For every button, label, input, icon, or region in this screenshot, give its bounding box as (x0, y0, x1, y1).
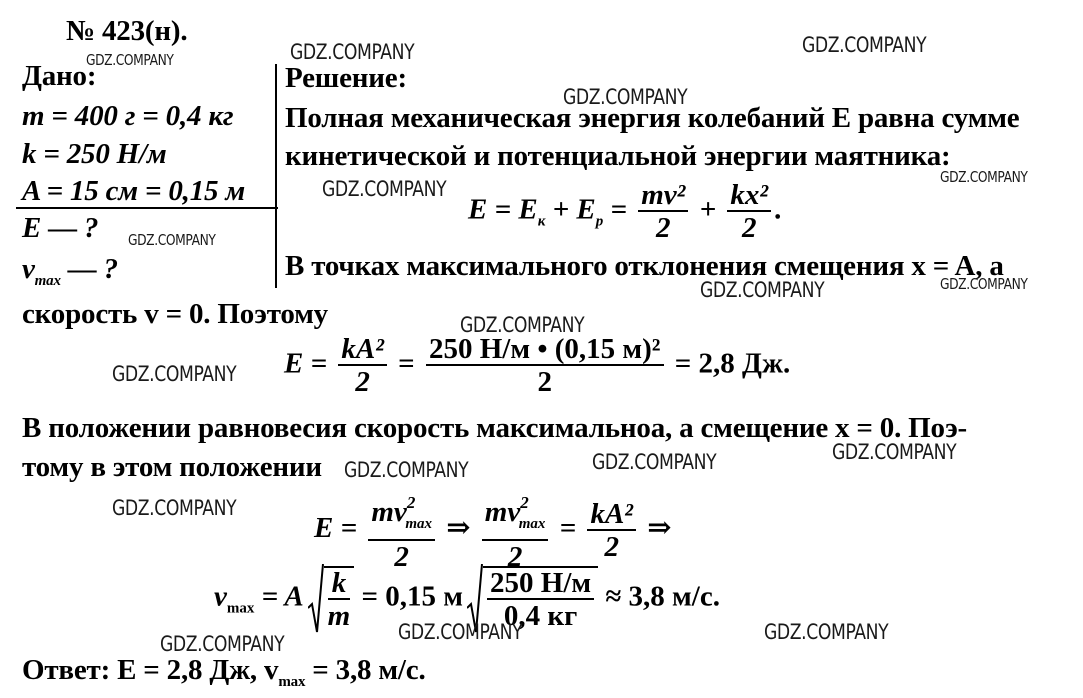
watermark: GDZ.COMPANY (940, 168, 1028, 186)
watermark: GDZ.COMPANY (398, 620, 523, 644)
watermark: GDZ.COMPANY (592, 450, 717, 474)
formula-equilibrium: E = $\frac{mv^2_{max}}{2}$ ⇒ $\frac{mv^2_{max}}{2}$ = $\frac{\text{kA²}}{2}$ ⇒ (314, 488, 672, 573)
sqrt-sign-icon (308, 564, 324, 634)
watermark: GDZ.COMPANY (160, 632, 285, 656)
watermark: GDZ.COMPANY (764, 620, 889, 644)
watermark: GDZ.COMPANY (700, 278, 825, 302)
watermark: GDZ.COMPANY (322, 177, 447, 201)
problem-number: № 423(н). (66, 15, 188, 47)
solution-title: Решение: (285, 62, 407, 94)
given-title: Дано: (22, 60, 97, 92)
section-divider (275, 64, 277, 288)
watermark: GDZ.COMPANY (128, 231, 216, 249)
watermark: GDZ.COMPANY (940, 275, 1028, 293)
solution-line-5: В положении равновесия скорость максимальноа, а смещение x = 0. Поэ- (22, 412, 967, 444)
watermark: GDZ.COMPANY (112, 362, 237, 386)
solution-line-4: скорость v = 0. Поэтому (22, 298, 328, 330)
watermark: GDZ.COMPANY (563, 85, 688, 109)
find-energy: E — ? (22, 212, 99, 244)
find-vmax: $v_{max}$ — ? (22, 253, 118, 289)
formula-vmax: $v_{max} = A$ $\frac{k}{m}$ = 0,15 м $\frac{250 Н/м}{0,4 кг}$ ≈ 3,8 м/с. (214, 566, 720, 632)
watermark: GDZ.COMPANY (290, 40, 415, 64)
watermark: GDZ.COMPANY (802, 33, 927, 57)
watermark: GDZ.COMPANY (344, 458, 469, 482)
solution-line-1: Полная механическая энергия колебаний E равна сумме (285, 102, 1020, 134)
solution-line-2: кинетической и потенциальной энергии маятника: (285, 140, 951, 172)
answer-line: Ответ: E = 2,8 Дж, $v_{max} = 3,8$ м/с. (22, 654, 426, 690)
watermark: GDZ.COMPANY (832, 440, 957, 464)
given-divider (16, 207, 278, 209)
given-amplitude: A = 15 см = 0,15 м (22, 175, 246, 207)
formula-energy-sum: $E = E_к + E_р$ = $\frac{\text{mv²}}{2}$ + $\frac{\text{kx²}}{2}$ . (468, 179, 783, 244)
watermark: GDZ.COMPANY (112, 496, 237, 520)
given-stiffness: k = 250 Н/м (22, 138, 167, 170)
watermark: GDZ.COMPANY (86, 51, 174, 69)
solution-line-6: тому в этом положении (22, 451, 322, 483)
formula-energy-value: E = $\frac{\text{kA²}}{2}$ = $\frac{\text{250 Н/м • (0,15 м)²}}{2}$ = 2,8 Дж. (284, 333, 791, 398)
watermark: GDZ.COMPANY (460, 313, 585, 337)
given-mass: m = 400 г = 0,4 кг (22, 100, 234, 132)
solution-line-3: В точках максимального отклонения смещения x = A, а (285, 250, 1004, 282)
